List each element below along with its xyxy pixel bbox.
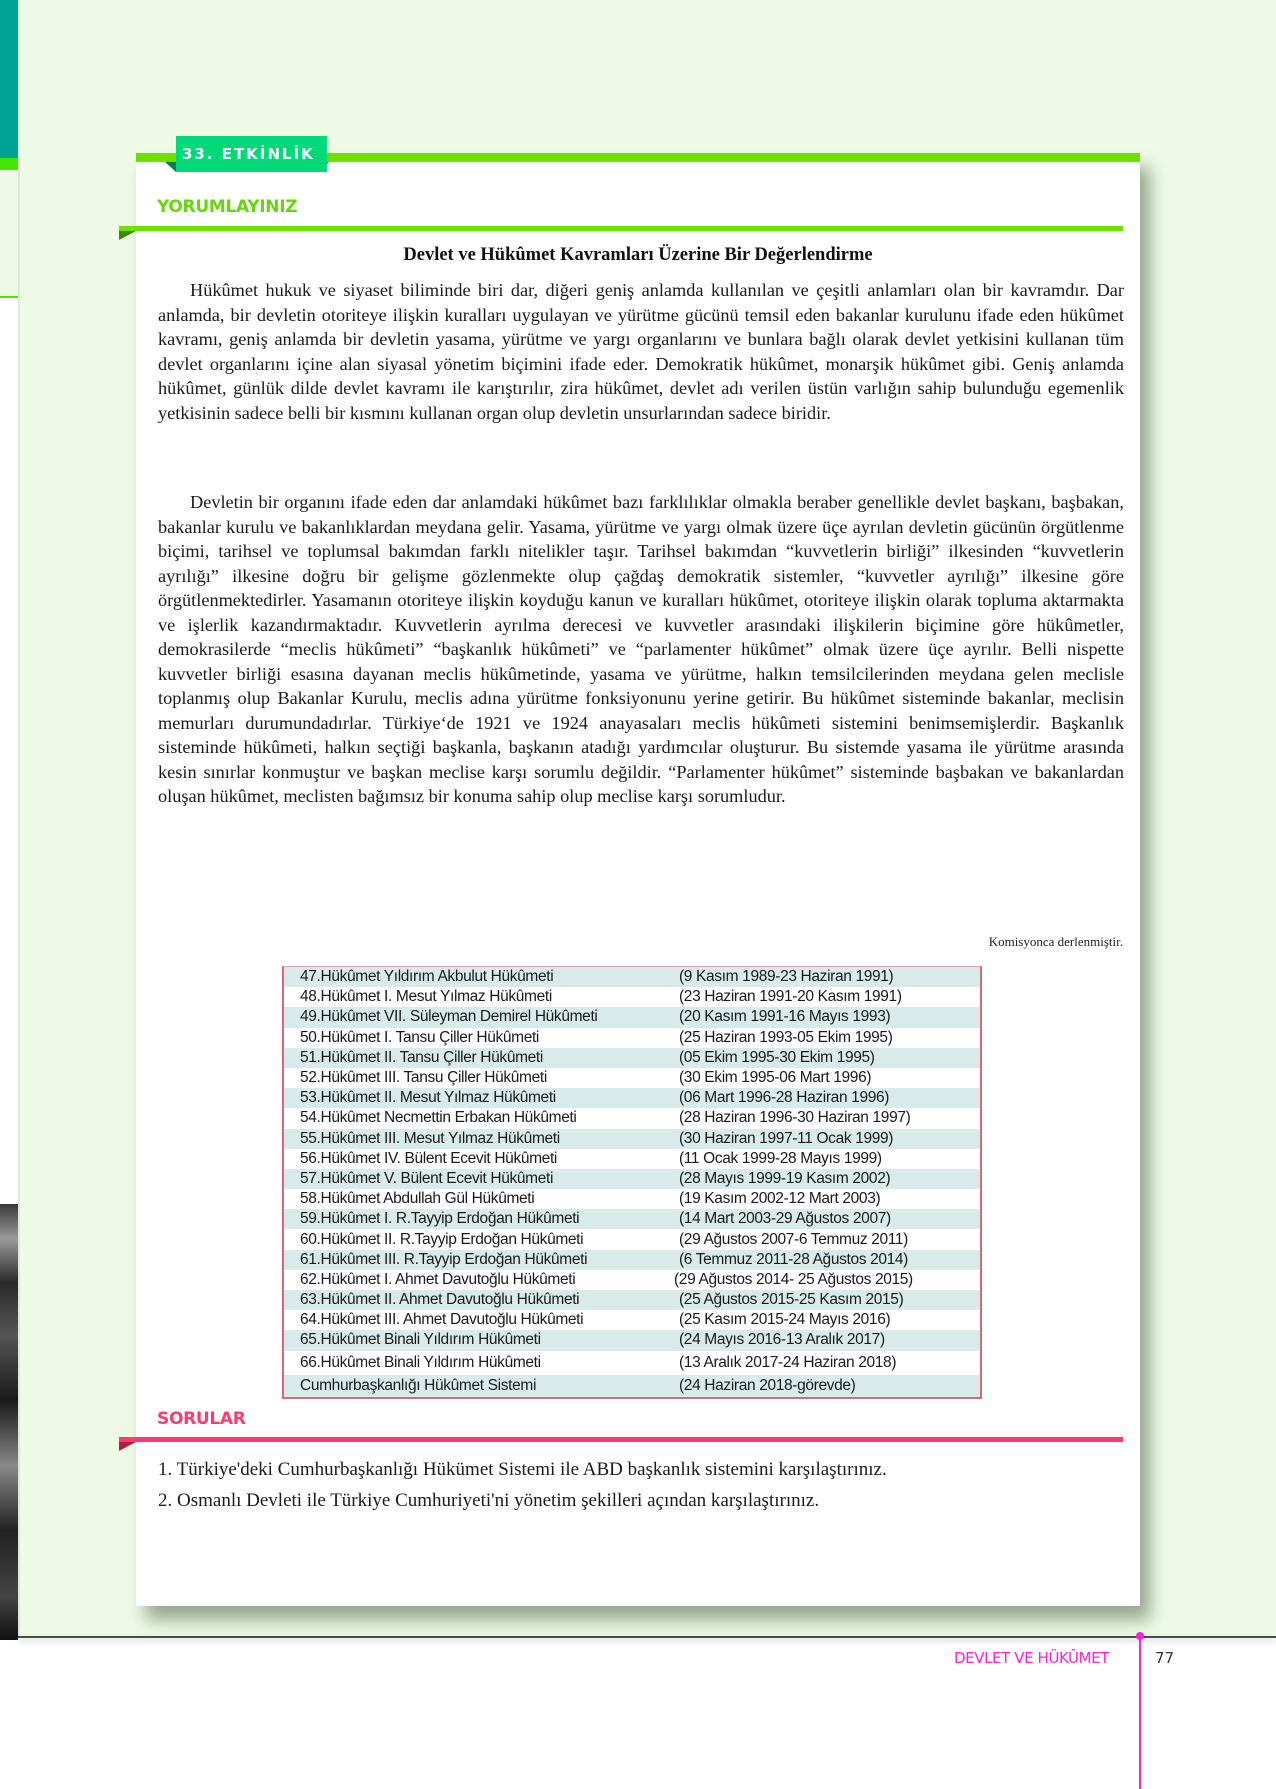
question-item: 2. Osmanlı Devleti ile Türkiye Cumhuriyeti'ni yönetim şekilleri açından karşılaştırınız. xyxy=(158,1490,820,1511)
government-name: 48.Hükûmet I. Mesut Yılmaz Hükûmeti xyxy=(300,988,552,1006)
government-name: 49.Hükûmet VII. Süleyman Demirel Hükûmeti xyxy=(300,1008,598,1026)
government-name: 53.Hükûmet II. Mesut Yılmaz Hükûmeti xyxy=(300,1089,556,1107)
government-name: 59.Hükûmet I. R.Tayyip Erdoğan Hükûmeti xyxy=(300,1210,580,1228)
table-row xyxy=(284,1088,980,1108)
government-name: 55.Hükûmet III. Mesut Yılmaz Hükûmeti xyxy=(300,1129,560,1147)
table-row xyxy=(284,1375,980,1397)
footer-divider xyxy=(1139,1636,1141,1789)
government-name: 57.Hükûmet V. Bülent Ecevit Hükûmeti xyxy=(300,1169,554,1187)
government-dates: (14 Mart 2003-29 Ağustos 2007) xyxy=(679,1210,891,1228)
table-row xyxy=(284,1330,980,1350)
government-dates: (6 Temmuz 2011-28 Ağustos 2014) xyxy=(679,1250,908,1268)
government-name: 58.Hükûmet Abdullah Gül Hükûmeti xyxy=(300,1190,535,1208)
left-edge-strip xyxy=(0,0,18,1640)
government-name: 64.Hükûmet III. Ahmet Davutoğlu Hükûmeti xyxy=(300,1311,584,1329)
edge-divider xyxy=(0,296,18,298)
table-row xyxy=(284,1290,980,1310)
government-name: 54.Hükûmet Necmettin Erbakan Hükûmeti xyxy=(300,1109,577,1127)
table-row xyxy=(284,1270,980,1290)
question-item: 1. Türkiye'deki Cumhurbaşkanlığı Hükümet Sistemi ile ABD başkanlık sistemini karşılaştırınız. xyxy=(158,1459,887,1480)
government-name: 51.Hükûmet II. Tansu Çiller Hükûmeti xyxy=(300,1048,543,1066)
government-dates: (23 Haziran 1991-20 Kasım 1991) xyxy=(679,988,902,1006)
table-row xyxy=(284,1310,980,1330)
section-label-sorular: SORULAR xyxy=(157,1409,246,1429)
edge-photo xyxy=(0,1204,18,1640)
table-row xyxy=(284,1229,980,1249)
source-note: Komisyonca derlenmiştir. xyxy=(988,934,1123,949)
government-dates: (30 Haziran 1997-11 Ocak 1999) xyxy=(679,1129,894,1147)
table-row xyxy=(284,1028,980,1048)
government-dates: (20 Kasım 1991-16 Mayıs 1993) xyxy=(679,1008,891,1026)
table-row xyxy=(284,967,980,987)
government-dates: (9 Kasım 1989-23 Haziran 1991) xyxy=(679,968,894,986)
edge-tab-lime xyxy=(0,158,18,170)
government-dates: (28 Haziran 1996-30 Haziran 1997) xyxy=(679,1109,911,1127)
government-name: 60.Hükûmet II. R.Tayyip Erdoğan Hükûmeti xyxy=(300,1230,584,1248)
government-dates: (06 Mart 1996-28 Haziran 1996) xyxy=(679,1089,890,1107)
section-bar-fold xyxy=(119,1442,136,1451)
government-dates: (25 Kasım 2015-24 Mayıs 2016) xyxy=(679,1311,891,1329)
government-name: 56.Hükûmet IV. Bülent Ecevit Hükûmeti xyxy=(300,1149,557,1167)
government-dates: (25 Haziran 1993-05 Ekim 1995) xyxy=(679,1028,893,1046)
government-name: 66.Hükûmet Binali Yıldırım Hükûmeti xyxy=(300,1353,541,1371)
table-row xyxy=(284,1250,980,1270)
footer-unit-title: DEVLET VE HÜKÛMET xyxy=(954,1649,1110,1667)
government-name: 65.Hükûmet Binali Yıldırım Hükûmeti xyxy=(300,1331,541,1349)
table-row xyxy=(284,1351,980,1375)
panel-bottom-rule xyxy=(18,1636,1276,1638)
section-bar-green xyxy=(119,226,1123,231)
government-name: 47.Hükûmet Yıldırım Akbulut Hükûmeti xyxy=(300,968,554,986)
government-dates: (29 Ağustos 2014- 25 Ağustos 2015) xyxy=(674,1270,913,1288)
table-row xyxy=(284,1129,980,1149)
government-dates: (25 Ağustos 2015-25 Kasım 2015) xyxy=(679,1291,904,1309)
tab-fold-left xyxy=(165,162,176,172)
table-row xyxy=(284,1189,980,1209)
table-row xyxy=(284,1007,980,1027)
questions-list xyxy=(158,1454,887,1516)
government-dates: (13 Aralık 2017-24 Haziran 2018) xyxy=(679,1353,897,1371)
government-name: 62.Hükûmet I. Ahmet Davutoğlu Hükûmeti xyxy=(300,1270,576,1288)
table-row xyxy=(284,1068,980,1088)
paragraph-text: Hükûmet hukuk ve siyaset biliminde biri dar, diğeri geniş anlamda kullanılan ve çeşitli anlamları olan bir kavramdır. Dar anlamda, bir devletin otoriteye ilişkin kuralları uygulayan ve yürütme gücünü temsil eden bakanlar kurulunu ifade eden hükûmet kavramı, geniş anlamda bir devletin yasama, yürütme ve yargı organlarını ve bunlara bağlı olarak devlet yetkisini kullanan tüm devlet organlarını içine alan siyasal yönetim biçimini ifade eder. Demokratik hükûmet, monarşik hükûmet gibi. Geniş anlamda hükûmet, günlük dilde devlet kavramı ile karıştırılır, zira hükûmet, devlet adı verilen üstün varlığın sahip bulunduğu egemenlik yetkisinin sadece belli bir kısmını kullanan organ olup devletin unsurlarından sadece biridir. xyxy=(158,280,1124,423)
government-dates: (05 Ekim 1995-30 Ekim 1995) xyxy=(679,1048,875,1066)
body-paragraph-2 xyxy=(158,490,1124,809)
table-row xyxy=(284,1149,980,1169)
edge-mint xyxy=(0,170,18,296)
table-row xyxy=(284,1209,980,1229)
table-row xyxy=(284,987,980,1007)
table-row xyxy=(284,1169,980,1189)
table-row xyxy=(284,1108,980,1128)
government-dates: (28 Mayıs 1999-19 Kasım 2002) xyxy=(679,1169,891,1187)
table-row xyxy=(284,1048,980,1068)
section-bar-pink xyxy=(119,1437,1123,1442)
government-name: 63.Hükûmet II. Ahmet Davutoğlu Hükûmeti xyxy=(300,1291,580,1309)
government-dates: (29 Ağustos 2007-6 Temmuz 2011) xyxy=(679,1230,908,1248)
government-name: 61.Hükûmet III. R.Tayyip Erdoğan Hükûmeti xyxy=(300,1250,588,1268)
section-label-yorumlayiniz: YORUMLAYINIZ xyxy=(157,197,298,217)
government-dates: (30 Ekim 1995-06 Mart 1996) xyxy=(679,1069,872,1087)
government-name: 52.Hükûmet III. Tansu Çiller Hükûmeti xyxy=(300,1069,547,1087)
page-number: 77 xyxy=(1155,1649,1175,1667)
government-dates: (24 Haziran 2018-görevde) xyxy=(679,1376,856,1394)
footer-dot xyxy=(1136,1632,1144,1640)
government-name: 50.Hükûmet I. Tansu Çiller Hükûmeti xyxy=(300,1028,540,1046)
governments-table xyxy=(282,966,982,1399)
section-bar-fold xyxy=(119,231,136,240)
activity-number-tab: 33. ETKİNLİK xyxy=(176,136,327,172)
edge-tab-teal xyxy=(0,0,18,158)
government-dates: (19 Kasım 2002-12 Mart 2003) xyxy=(679,1190,881,1208)
document-title: Devlet ve Hükûmet Kavramları Üzerine Bir Değerlendirme xyxy=(403,245,873,265)
government-dates: (24 Mayıs 2016-13 Aralık 2017) xyxy=(679,1331,885,1349)
government-name: Cumhurbaşkanlığı Hükûmet Sistemi xyxy=(300,1376,537,1394)
body-paragraph-1 xyxy=(158,278,1124,425)
paragraph-text: Devletin bir organını ifade eden dar anlamdaki hükûmet bazı farklılıklar olmakla beraber genellikle devlet başkanı, başbakan, bakanlar kurulu ve bakanlıklardan meydana gelir. Yasama, yürütme ve yargı olmak üzere üçe ayrılan devletin gücünün örgütlenme biçimi, tarihsel ve toplumsal bakımdan farklı nitelikler taşır. Tarihsel bakımdan “kuvvetlerin birliği” ilkesinden “kuvvetlerin ayrılığı” ilkesine doğru bir gelişme gözlenmekte olup çağdaş demokratik sistemler, “kuvvetler ayrılığı” ilkesine göre örgütlenmektedirler. Yasamanın otoriteye ilişkin koyduğu kanun ve kuralları hükûmet, otoriteye ilişkin olarak topluma aktarmakta ve işlerlik kazandırmaktadır. Kuvvetlerin ayrılma derecesi ve kuvvetler arasındaki ilişkilerin biçimine göre hükûmetler, demokrasilerde “meclis hükûmeti” “başkanlık hükûmeti” ve “parlamenter hükûmet” olmak üzere üçe ayrılır. Belli nispette kuvvetler birliği esasına dayanan meclis hükûmetinde, yasama ve yürütme, halkın temsilcilerinden meydana gelen meclisle toplanmış olup Bakanlar Kurulu, meclis adına yürütme fonksiyonunu yerine getirir. Bu hükûmet sisteminde bakanlar, meclisin memurları durumundadırlar. Türkiye‘de 1921 ve 1924 anayasaları meclis hükûmeti sistemini benimsemişlerdir. Başkanlık sisteminde hükûmeti, halkın seçtiği başkanla, başkanın atadığı yardımcılar oluşturur. Bu sistemde yasama ile yürütme arasında kesin sınırlar konmuştur ve başkan meclise karşı sorumlu değildir. “Parlamenter hükûmet” sisteminde başbakan ve bakanlardan oluşan hükûmet, meclisten bağımsız bir konuma sahip olup meclise karşı sorumludur. xyxy=(158,492,1124,806)
government-dates: (11 Ocak 1999-28 Mayıs 1999) xyxy=(679,1149,882,1167)
